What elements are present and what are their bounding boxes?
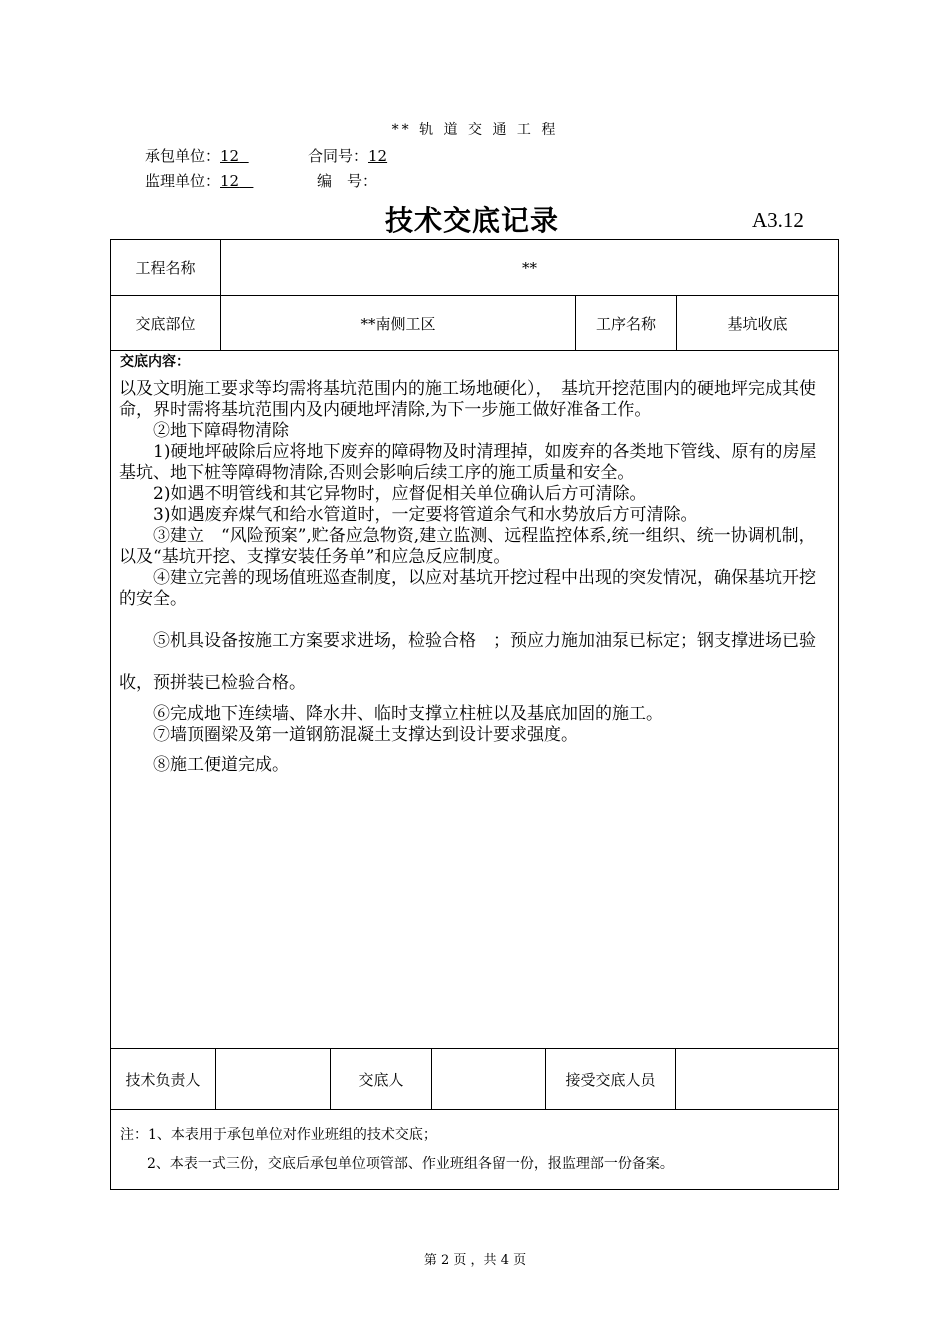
tech-lead-label: 技术负责人 (125, 1070, 201, 1089)
supervisor-value: 12 (220, 172, 240, 190)
discloser-signature[interactable] (432, 1049, 545, 1109)
project-name-header: ** 轨 道 交 通 工 程 (391, 122, 559, 138)
contract-no-line (308, 145, 387, 166)
disclosure-content (119, 379, 831, 776)
supervisor-label: 监理单位： (145, 172, 221, 190)
tech-lead-signature[interactable] (216, 1049, 330, 1109)
page-title: 技术交底记录 (385, 204, 560, 237)
content-paragraph: ⑧施工便道完成。 (153, 755, 289, 775)
content-label: 交底内容： (120, 354, 190, 370)
number-label: 编 号： (317, 172, 378, 190)
receiver-signature[interactable] (676, 1049, 838, 1109)
content-paragraph: ⑥完成地下连续墙、降水井、临时支撑立柱桩以及基底加固的施工。 (153, 704, 663, 724)
note-line-1: 注：1、本表用于承包单位对作业班组的技术交底； (120, 1127, 437, 1143)
content-paragraph: ③建立 “风险预案”,贮备应急物资,建立监测、远程监控体系,统一组织、统一协调机制，以及“基坑开挖、支撑安装任务单”和应急反应制度。 (119, 526, 816, 567)
form-code: A3.12 (752, 208, 804, 232)
location-value: **南侧工区 (360, 314, 436, 333)
note-line-2: 2、本表一式三份，交底后承包单位项管部、作业班组各留一份，报监理部一份备案。 (147, 1156, 674, 1172)
content-paragraph: 2)如遇不明管线和其它异物时，应督促相关单位确认后方可清除。 (153, 484, 647, 504)
content-paragraph: 以及文明施工要求等均需将基坑范围内的施工场地硬化）， 基坑开挖范围内的硬地坪完成其使命，界时需将基坑范围内及内硬地坪清除,为下一步施工做好准备工作。 (119, 379, 816, 420)
project-name-label: 工程名称 (135, 259, 196, 277)
content-paragraph: 1)硬地坪破除后应将地下废弃的障碍物及时清理掉，如废弃的各类地下管线、原有的房屋基坑、地下桩等障碍物清除,否则会影响后续工序的施工质量和安全。 (119, 442, 817, 483)
discloser-label: 交底人 (358, 1070, 404, 1089)
location-label: 交底部位 (135, 314, 196, 333)
contract-no-value: 12 (368, 147, 388, 165)
content-paragraph: 3)如遇废弃煤气和给水管道时，一定要将管道余气和水势放后方可清除。 (153, 505, 698, 525)
content-paragraph: ⑦墙顶圈梁及第一道钢筋混凝土支撑达到设计要求强度。 (153, 725, 578, 745)
contract-no-label: 合同号： (308, 147, 369, 165)
contractor-line (145, 145, 249, 166)
process-label: 工序名称 (595, 314, 656, 333)
contractor-value: 12 (220, 147, 240, 165)
content-paragraph: ⑤机具设备按施工方案要求进场，检验合格 ；预应力施加油泵已标定；钢支撑进场已验收，预拼装已检验合格。 (119, 631, 816, 693)
notes (120, 1121, 674, 1179)
supervisor-line (145, 170, 253, 191)
process-value: 基坑收底 (727, 314, 788, 333)
content-paragraph: ②地下障碍物清除 (153, 421, 289, 441)
disclosure-form-table (110, 239, 839, 1190)
project-name-value: ** (522, 258, 537, 277)
contractor-label: 承包单位： (145, 147, 221, 165)
page-footer: 第 2 页 ，共 4 页 (423, 1253, 527, 1268)
receiver-label: 接受交底人员 (565, 1070, 656, 1089)
content-paragraph: ④建立完善的现场值班巡查制度，以应对基坑开挖过程中出现的突发情况，确保基坑开挖的安全。 (119, 568, 816, 609)
